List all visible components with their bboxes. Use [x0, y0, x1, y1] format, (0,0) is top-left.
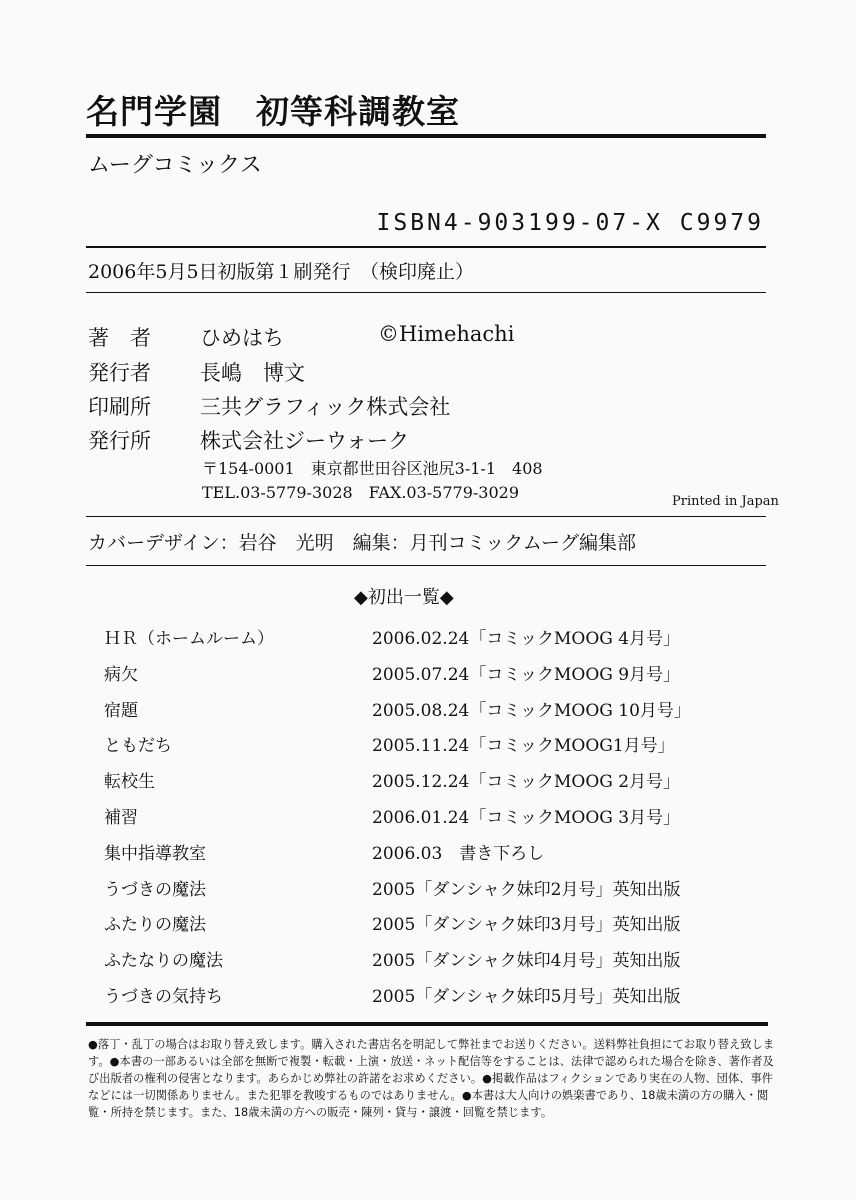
- legal-notice: ●落丁・乱丁の場合はお取り替え致します。購入された書店名を明記して弊社までお送りください。送料弊社負担にてお取り替え致します。●本書の一部あるいは全部を無断で複製・転載・上演・放送・ネット配信等をすることは、法律で認められた場合を除き、著作者及び出版者の権利の侵害となります。あらかじめ弊社の許諾をお求めください。●掲載作品はフィクションであり実在の人物、団体、事件などには一切関係ありません。また犯罪を教唆するものではありません。●本書は大人向けの娯楽書であり、18歳未満の方の購入・閲覧・所持を禁じます。また、18歳未満の方への販売・陳列・貸与・譲渡・回覧を禁じます。: [88, 1038, 775, 1119]
- work-source: 2005「ダンシャク妹印4月号」英知出版: [372, 951, 681, 971]
- copyright: ©Himehachi: [378, 322, 515, 346]
- work-title: うづきの魔法: [104, 880, 206, 900]
- work-title: ともだち: [104, 736, 172, 756]
- work-title: ふたなりの魔法: [104, 951, 223, 971]
- author-label: 著 者: [88, 326, 151, 350]
- isbn-rule: [86, 246, 766, 248]
- work-source: 2005「ダンシャク妹印3月号」英知出版: [372, 915, 681, 935]
- publisher-address: 〒154-0001 東京都世田谷区池尻3-1-1 408: [202, 459, 543, 478]
- work-source: 2005.12.24「コミックMOOG 2月号」: [372, 772, 681, 792]
- work-source: 2005「ダンシャク妹印5月号」英知出版: [372, 987, 681, 1007]
- series-name: ムーグコミックス: [88, 153, 262, 178]
- work-title: ＨＲ（ホームルーム）: [104, 629, 274, 649]
- credits-rule: [86, 516, 766, 517]
- notice-rule: [86, 1022, 768, 1026]
- work-source: 2005.08.24「コミックMOOG 10月号」: [372, 701, 691, 721]
- work-source: 2006.01.24「コミックMOOG 3月号」: [372, 808, 681, 828]
- work-title: 補習: [104, 808, 138, 828]
- date-rule: [86, 292, 766, 293]
- author-name: ひめはち: [200, 326, 284, 350]
- work-title: 病欠: [104, 665, 138, 685]
- work-title: 転校生: [104, 772, 155, 792]
- staff-credits: カバーデザイン：岩谷 光明 編集：月刊コミックムーグ編集部: [88, 532, 636, 554]
- first-publication-heading: ◆初出一覧◆: [354, 587, 454, 608]
- work-source: 2005.11.24「コミックMOOG1月号」: [372, 736, 675, 756]
- publication-date: 2006年5月5日初版第１刷発行 （検印廃止）: [88, 261, 475, 283]
- publisher-phone: TEL.03-5779-3028 FAX.03-5779-3029: [202, 483, 520, 502]
- publisher-person: 長嶋 博文: [200, 361, 305, 385]
- work-title: ふたりの魔法: [104, 915, 206, 935]
- work-title: 集中指導教室: [104, 844, 206, 864]
- printed-in: Printed in Japan: [672, 494, 779, 509]
- work-source: 2005.07.24「コミックMOOG 9月号」: [372, 665, 681, 685]
- work-source: 2006.03 書き下ろし: [372, 844, 545, 864]
- publisher: 株式会社ジーウォーク: [200, 429, 410, 453]
- publisher-label: 発行所: [88, 429, 151, 453]
- isbn: ISBN4-903199-07-X C9979: [376, 210, 764, 236]
- work-source: 2006.02.24「コミックMOOG 4月号」: [372, 629, 681, 649]
- book-title: 名門学園 初等科調教室: [86, 92, 460, 131]
- work-title: 宿題: [104, 701, 138, 721]
- title-rule: [86, 134, 766, 138]
- printer-label: 印刷所: [88, 395, 151, 419]
- printer: 三共グラフィック株式会社: [200, 395, 451, 419]
- staff-rule: [86, 565, 766, 566]
- work-title: うづきの気持ち: [104, 987, 223, 1007]
- publisher-person-label: 発行者: [88, 361, 151, 385]
- work-source: 2005「ダンシャク妹印2月号」英知出版: [372, 880, 681, 900]
